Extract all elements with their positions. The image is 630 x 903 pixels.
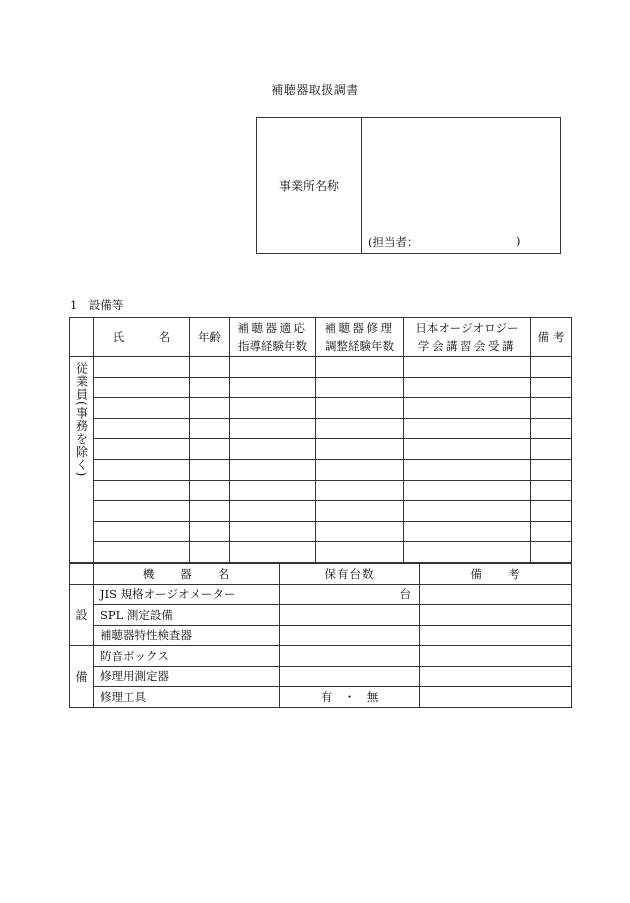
cell-age[interactable] (190, 398, 230, 419)
cell-repair[interactable] (316, 542, 404, 563)
cell-name[interactable] (94, 357, 190, 378)
equipment-item: 防音ボックス (94, 646, 280, 667)
equipment-remarks[interactable] (420, 646, 572, 667)
contact-person-field[interactable] (368, 234, 521, 250)
equipment-count[interactable]: 台 (280, 584, 420, 605)
contact-person-label: (担当者： (368, 235, 419, 249)
cell-fitting[interactable] (230, 398, 316, 419)
table-row (70, 646, 572, 667)
header-equipment-remarks: 備 考 (420, 564, 572, 585)
cell-audiology[interactable] (404, 501, 531, 522)
cell-audiology[interactable] (404, 521, 531, 542)
cell-age[interactable] (190, 459, 230, 480)
header-audiology-course (404, 318, 531, 357)
equipment-remarks[interactable] (420, 625, 572, 646)
contact-person-close: ) (516, 234, 521, 248)
cell-repair[interactable] (316, 377, 404, 398)
table-row (70, 459, 572, 480)
cell-name[interactable] (94, 377, 190, 398)
cell-name[interactable] (94, 418, 190, 439)
equipment-item: SPL 測定設備 (94, 605, 280, 626)
cell-remarks[interactable] (531, 521, 572, 542)
cell-name[interactable] (94, 521, 190, 542)
cell-remarks[interactable] (531, 439, 572, 460)
cell-age[interactable] (190, 521, 230, 542)
cell-repair[interactable] (316, 480, 404, 501)
office-name-label: 事業所名称 (257, 118, 362, 254)
equipment-count[interactable] (280, 625, 420, 646)
cell-audiology[interactable] (404, 480, 531, 501)
cell-remarks[interactable] (531, 377, 572, 398)
cell-audiology[interactable] (404, 542, 531, 563)
equipment-remarks[interactable] (420, 584, 572, 605)
header-fitting-line1: 補聴器適応 (237, 321, 308, 335)
cell-audiology[interactable] (404, 459, 531, 480)
table-row (70, 501, 572, 522)
cell-name[interactable] (94, 439, 190, 460)
table-row (70, 542, 572, 563)
cell-audiology[interactable] (404, 357, 531, 378)
staff-side-text: 従業員(事務を除く) (74, 362, 89, 478)
cell-fitting[interactable] (230, 377, 316, 398)
equipment-side-text-top: 設 (75, 608, 88, 623)
table-row (70, 687, 572, 708)
header-fitting-line2: 指導経験年数 (238, 339, 307, 353)
table-row (70, 605, 572, 626)
cell-repair[interactable] (316, 459, 404, 480)
table-row (70, 398, 572, 419)
cell-remarks[interactable] (531, 418, 572, 439)
equipment-item: 補聴器特性検査器 (94, 625, 280, 646)
cell-remarks[interactable] (531, 357, 572, 378)
equipment-count[interactable] (280, 666, 420, 687)
equipment-side-label-bottom (70, 646, 94, 708)
equipment-header-row (70, 564, 572, 585)
equipment-header-corner (70, 564, 94, 585)
table-row (70, 625, 572, 646)
cell-remarks[interactable] (531, 480, 572, 501)
header-name: 氏 名 (94, 318, 190, 357)
equipment-side-label-top (70, 584, 94, 646)
header-audiology-line1: 日本オージオロジー (415, 321, 519, 335)
equipment-remarks[interactable] (420, 666, 572, 687)
cell-fitting[interactable] (230, 480, 316, 501)
cell-name[interactable] (94, 501, 190, 522)
cell-repair[interactable] (316, 418, 404, 439)
cell-fitting[interactable] (230, 459, 316, 480)
table-row (70, 521, 572, 542)
staff-header-corner (70, 318, 94, 357)
repair-tools-yes-no[interactable]: 有 ・ 無 (280, 687, 420, 708)
cell-remarks[interactable] (531, 542, 572, 563)
cell-remarks[interactable] (531, 459, 572, 480)
equipment-side-text-bottom: 備 (75, 669, 88, 684)
cell-repair[interactable] (316, 501, 404, 522)
cell-name[interactable] (94, 480, 190, 501)
header-repair-experience (316, 318, 404, 357)
cell-age[interactable] (190, 542, 230, 563)
staff-side-label (70, 357, 94, 563)
equipment-table (69, 563, 572, 708)
header-age: 年齢 (190, 318, 230, 357)
cell-fitting[interactable] (230, 357, 316, 378)
header-remarks: 備 考 (531, 318, 572, 357)
equipment-remarks[interactable] (420, 687, 572, 708)
table-row (70, 377, 572, 398)
equipment-count[interactable] (280, 646, 420, 667)
cell-remarks[interactable] (531, 501, 572, 522)
header-fitting-experience (230, 318, 316, 357)
cell-name[interactable] (94, 542, 190, 563)
cell-audiology[interactable] (404, 377, 531, 398)
cell-repair[interactable] (316, 398, 404, 419)
cell-fitting[interactable] (230, 542, 316, 563)
cell-fitting[interactable] (230, 501, 316, 522)
cell-fitting[interactable] (230, 521, 316, 542)
equipment-item: JIS 規格オージオメーター (94, 584, 280, 605)
table-row (70, 666, 572, 687)
header-audiology-line2: 学会講習会受講 (418, 339, 516, 353)
cell-audiology[interactable] (404, 398, 531, 419)
cell-name[interactable] (94, 398, 190, 419)
header-device-name: 機 器 名 (94, 564, 280, 585)
staff-header-row (70, 318, 572, 357)
equipment-item: 修理工具 (94, 687, 280, 708)
office-name-field[interactable] (362, 118, 561, 254)
header-repair-line1: 補聴器修理 (324, 321, 395, 335)
cell-audiology[interactable] (404, 439, 531, 460)
office-name-box (256, 117, 561, 254)
header-repair-line2: 調整経験年数 (325, 339, 394, 353)
cell-audiology[interactable] (404, 418, 531, 439)
cell-repair[interactable] (316, 357, 404, 378)
equipment-remarks[interactable] (420, 605, 572, 626)
cell-age[interactable] (190, 418, 230, 439)
cell-fitting[interactable] (230, 439, 316, 460)
cell-age[interactable] (190, 501, 230, 522)
cell-remarks[interactable] (531, 398, 572, 419)
cell-age[interactable] (190, 480, 230, 501)
cell-age[interactable] (190, 357, 230, 378)
table-row (70, 357, 572, 378)
table-row (70, 584, 572, 605)
cell-fitting[interactable] (230, 418, 316, 439)
table-row (70, 439, 572, 460)
table-row (70, 480, 572, 501)
cell-age[interactable] (190, 439, 230, 460)
cell-repair[interactable] (316, 521, 404, 542)
staff-table (69, 317, 572, 563)
document-title: 補聴器取扱調書 (271, 83, 359, 97)
section-heading: 1 設備等 (70, 298, 124, 312)
table-row (70, 418, 572, 439)
header-owned-count: 保有台数 (280, 564, 420, 585)
cell-repair[interactable] (316, 439, 404, 460)
equipment-count[interactable] (280, 605, 420, 626)
cell-age[interactable] (190, 377, 230, 398)
equipment-item: 修理用測定器 (94, 666, 280, 687)
cell-name[interactable] (94, 459, 190, 480)
